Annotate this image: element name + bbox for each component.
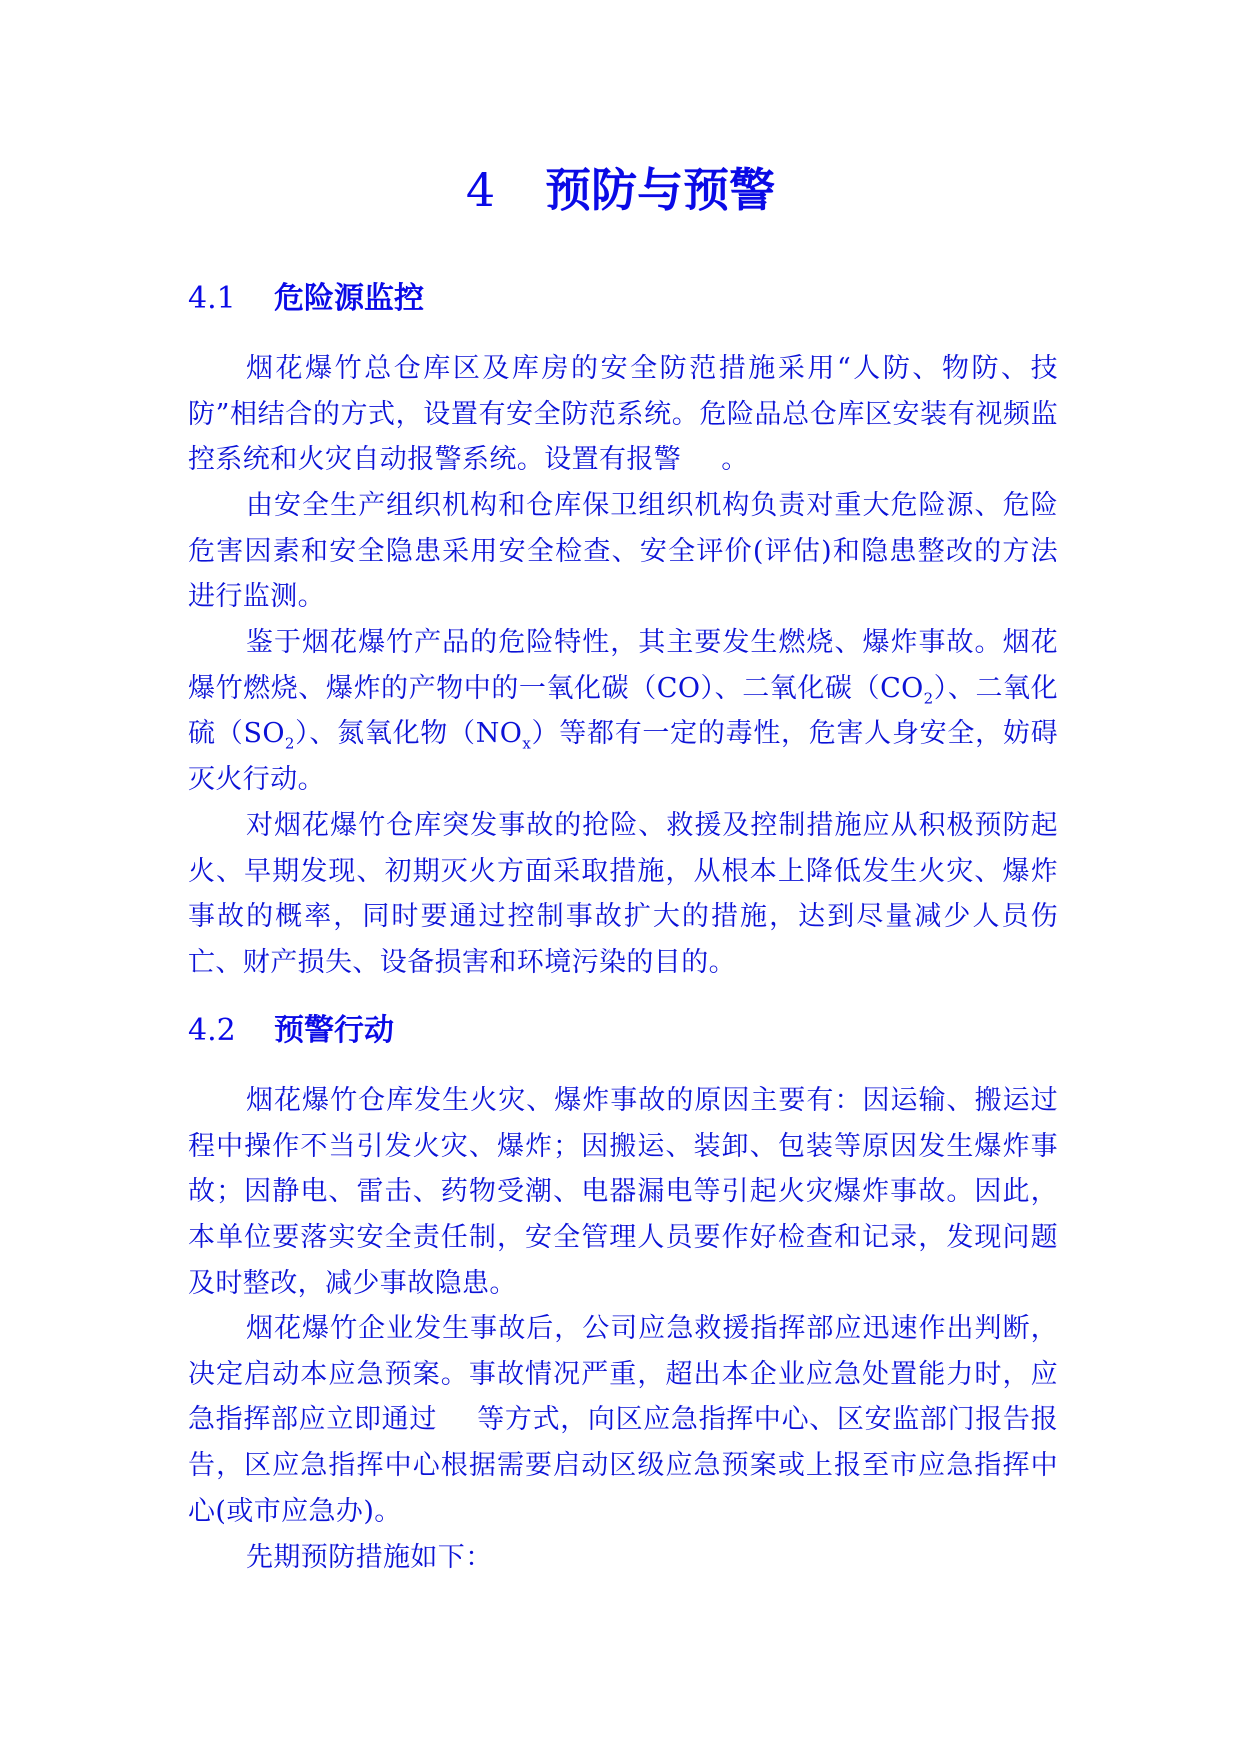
paragraph-text: ）、氮氧化物（NO xyxy=(294,718,523,750)
chapter-title-text: 预防与预警 xyxy=(545,163,776,217)
paragraph-emergency-response xyxy=(188,1306,1058,1535)
section-title: 危险源监控 xyxy=(274,281,424,316)
paragraph-text: 烟花爆竹总仓库区及库房的安全防范措施采用“人防、物防、技防”相结合的方式，设置有安全防范系统。危险品总仓库区安装有视频监控系统和火灾自动报警系统。设置有报警 xyxy=(188,353,1058,476)
paragraph-preventive-intro: 先期预防措施如下： xyxy=(246,1542,493,1573)
paragraph-text: 鉴于烟花爆竹产品的危险特性，其主要发生燃烧、爆炸事故。烟花爆竹燃烧、爆炸的产物中的一氧化碳（CO）、二氧化碳（CO xyxy=(188,627,1058,704)
chapter-title xyxy=(0,160,1241,220)
paragraph-control-measures: 对烟花爆竹仓库突发事故的抢险、救援及控制措施应从积极预防起火、早期发现、初期灭火方面采取措施，从根本上降低发生火灾、爆炸事故的概率，同时要通过控制事故扩大的措施，达到尽量减少人员伤亡、财产损失、设备损害和环境污染的目的。 xyxy=(188,810,1058,979)
chapter-number: 4 xyxy=(465,163,496,217)
paragraph-security-measures xyxy=(188,346,1058,483)
paragraph-text: ）等都有一定的毒性，危害人身安全，妨碍灭火行动。 xyxy=(188,718,1058,796)
section-heading-4-2 xyxy=(188,1011,394,1051)
subscript: 2 xyxy=(923,689,934,708)
paragraph-text: ）、二氧化硫（SO xyxy=(188,672,1059,750)
section-title: 预警行动 xyxy=(274,1013,394,1048)
paragraph-text: 。 xyxy=(721,444,749,476)
paragraph-text: 等方式，向区应急指挥中心、区安监部门报告报告，区应急指挥中心根据需要启动区级应急预案或上报至市应急指挥中心(或市应急办)。 xyxy=(188,1404,1058,1527)
section-number: 4.1 xyxy=(188,281,236,316)
subscript: 2 xyxy=(284,734,295,753)
subscript: x xyxy=(522,734,532,753)
paragraph-monitoring: 由安全生产组织机构和仓库保卫组织机构负责对重大危险源、危险危害因素和安全隐患采用安全检查、安全评价(评估)和隐患整改的方法进行监测。 xyxy=(188,490,1058,613)
section-heading-4-1 xyxy=(188,279,424,319)
paragraph-accident-causes: 烟花爆竹仓库发生火灾、爆炸事故的原因主要有：因运输、搬运过程中操作不当引发火灾、爆炸；因搬运、装卸、包装等原因发生爆炸事故；因静电、雷击、药物受潮、电器漏电等引起火灾爆炸事故。因此，本单位要落实安全责任制，安全管理人员要作好检查和记录，发现问题及时整改，减少事故隐患。 xyxy=(188,1085,1058,1299)
paragraph-hazards xyxy=(188,620,1058,803)
section-number: 4.2 xyxy=(188,1013,236,1048)
paragraph-text: 烟花爆竹企业发生事故后，公司应急救援指挥部应迅速作出判断，决定启动本应急预案。事故情况严重，超出本企业应急处置能力时，应急指挥部应立即通过 xyxy=(188,1313,1058,1436)
